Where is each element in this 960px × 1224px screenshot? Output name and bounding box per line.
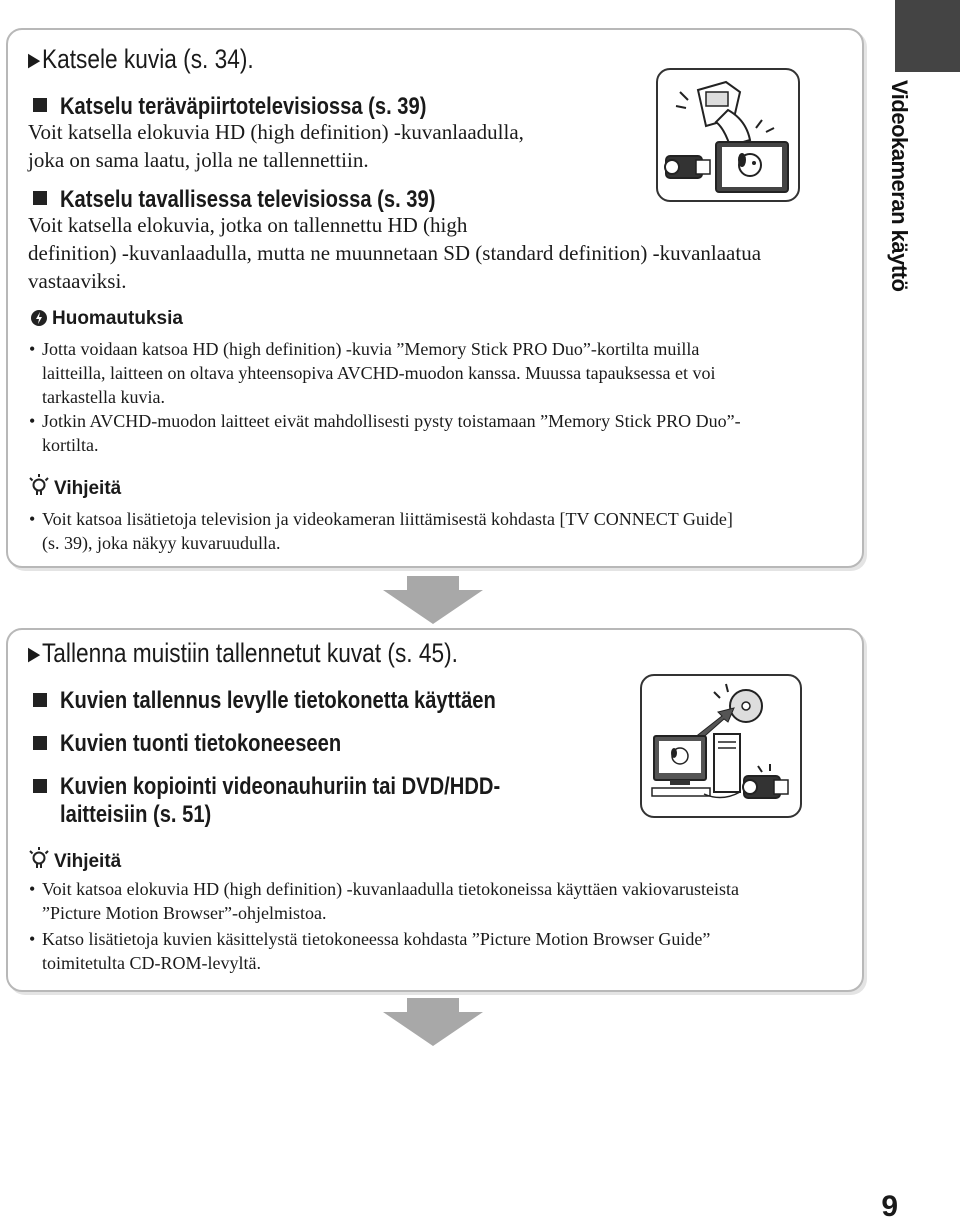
square-bullet-icon — [33, 98, 47, 112]
section1-heading: ▶Katsele kuvia (s. 34). — [28, 44, 254, 74]
note-item: • Jotta voidaan katsoa HD (high definition) -kuvia ”Memory Stick PRO Duo”-kortilta muilla laitteilla, laitteen on oltava yhteensopiva AVCHD-muodon kanssa. Muussa tapauksessa et voi tarkastella kuvia. — [29, 339, 716, 407]
note-item: • Jotkin AVCHD-muodon laitteet eivät mahdollisesti pysty toistamaan ”Memory Stick PRO Duo”- kortilta. — [29, 411, 741, 455]
tips-header — [28, 474, 121, 500]
square-bullet-icon — [33, 191, 47, 205]
triangle-right-icon: ▶ — [28, 49, 41, 71]
lightbulb-icon — [28, 847, 50, 871]
page-number: 9 — [881, 1190, 898, 1223]
save-to-disc-title: Kuvien tallennus levylle tietokonetta käyttäen — [60, 687, 496, 714]
tip-item: • Voit katsoa elokuvia HD (high definition) -kuvanlaadulla tietokoneissa käyttäen vakiovarusteista ”Picture Motion Browser”-ohjelmistoa. — [29, 879, 739, 923]
notes-header — [30, 308, 183, 330]
square-bullet-icon — [33, 779, 47, 793]
copy-to-recorder-title: Kuvien kopiointi videonauhuriin tai DVD/HDD- laitteisiin (s. 51) — [60, 773, 501, 828]
tip-item: • Voit katsoa lisätietoja television ja videokameran liittämisestä kohdasta [TV CONNECT Guide] (s. 39), joka näkyy kuvaruudulla. — [29, 509, 733, 553]
hd-viewing-text: Voit katsella elokuvia HD (high definition) -kuvanlaadulla, joka on sama laatu, jolla ne tallennettiin. — [28, 120, 524, 172]
triangle-right-icon: ▶ — [28, 643, 41, 665]
arrow-down-icon — [383, 998, 483, 1046]
side-tab-marker — [895, 0, 960, 72]
sd-viewing-title: Katselu tavallisessa televisiossa (s. 39) — [60, 186, 436, 213]
pc-disc-drawing — [642, 676, 800, 816]
square-bullet-icon — [33, 736, 47, 750]
notes-title: Huomautuksia — [52, 308, 183, 329]
side-tab-label: Videokameran käyttö — [887, 80, 912, 292]
tips-title: Vihjeitä — [54, 478, 122, 499]
camcorder-tv-drawing — [658, 70, 798, 200]
tip-item: • Katso lisätietoja kuvien käsittelystä tietokoneessa kohdasta ”Picture Motion Browser Guide” toimitetulta CD-ROM-levyltä. — [29, 929, 711, 973]
import-to-pc-title: Kuvien tuonti tietokoneeseen — [60, 730, 342, 757]
exclamation-circle-icon — [30, 309, 48, 327]
arrow-down-icon — [383, 576, 483, 624]
section2-heading: ▶Tallenna muistiin tallennetut kuvat (s. 45). — [28, 638, 458, 668]
square-bullet-icon — [33, 693, 47, 707]
lightbulb-icon — [28, 474, 50, 498]
pc-disc-illustration — [640, 674, 802, 818]
tips-header — [28, 847, 121, 873]
tips-title: Vihjeitä — [54, 851, 122, 872]
hd-viewing-title: Katselu teräväpiirtotelevisiossa (s. 39) — [60, 93, 427, 120]
camcorder-tv-illustration — [656, 68, 800, 202]
sd-viewing-text: Voit katsella elokuvia, jotka on tallennettu HD (high definition) -kuvanlaadulla, mutta ne muunnetaan SD (standard definition) -kuvanlaatua vastaaviksi. — [28, 213, 762, 293]
